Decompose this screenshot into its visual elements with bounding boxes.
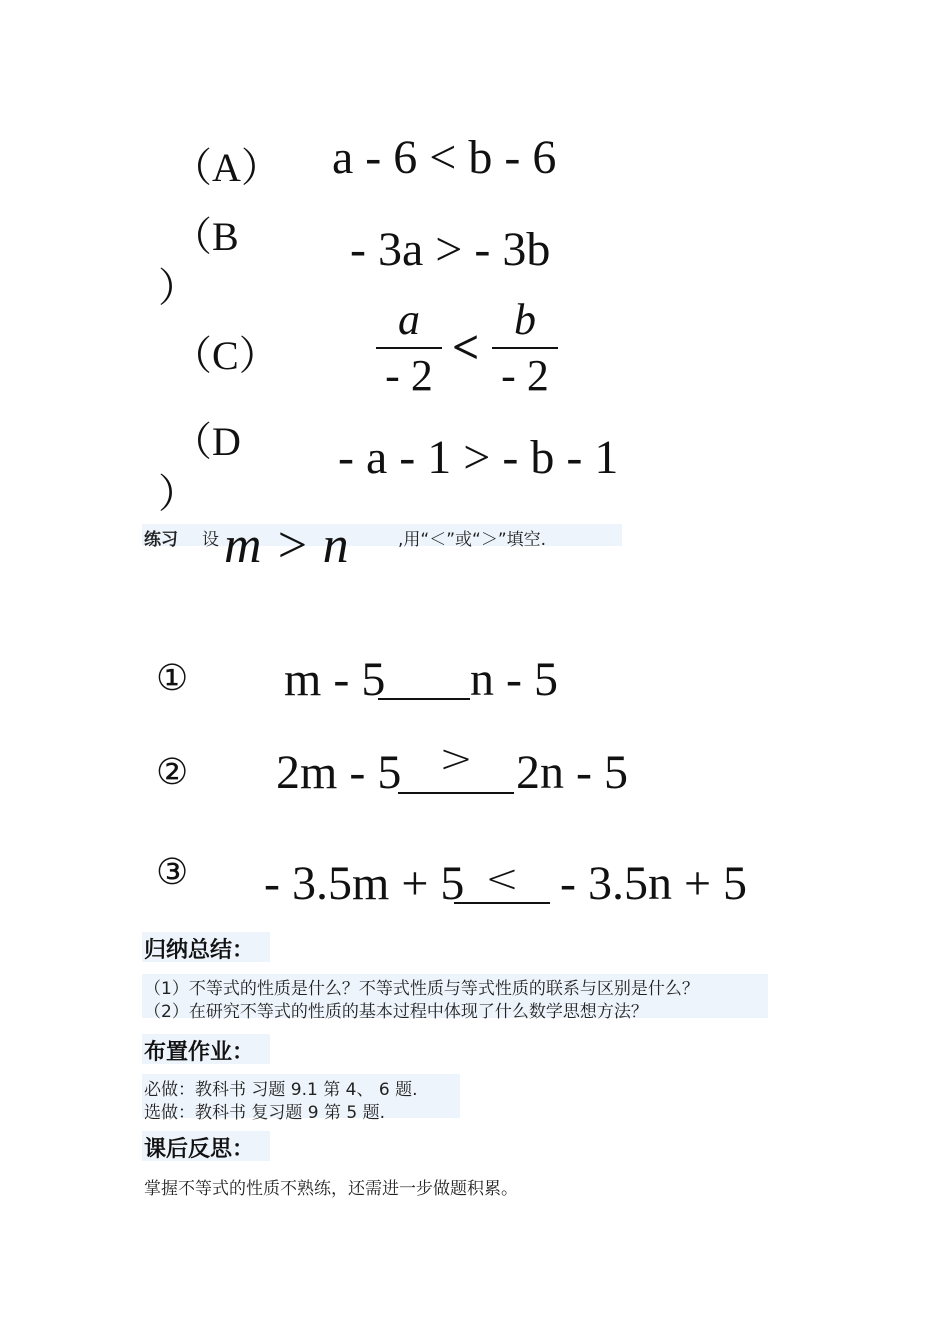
summary-line-2: （2）在研究不等式的性质的基本过程中体现了什么数学思想方法？	[144, 1002, 648, 1022]
homework-line-2: 选做：教科书 复习题 9 第 5 题.	[144, 1103, 386, 1123]
option-c-rhs-numerator: b	[514, 295, 536, 344]
item-1-blank	[378, 664, 470, 704]
option-c-rhs-fraction-bar	[492, 347, 558, 349]
exercise-label: 练习	[144, 530, 178, 550]
item-3-left: - 3.5m + 5	[264, 857, 465, 910]
option-c-lhs-fraction	[376, 294, 442, 404]
item-2-left: 2m - 5	[276, 746, 402, 799]
item-2-right: 2n - 5	[516, 746, 628, 799]
item-2-blank	[398, 736, 514, 798]
option-c-operator: <	[452, 321, 480, 374]
summary-line-1: （1）不等式的性质是什么？不等式性质与等式性质的联系与区别是什么？	[144, 979, 699, 999]
option-d-label-close: ）	[158, 471, 198, 516]
exercise-condition: m > n	[224, 517, 349, 574]
option-c-label: （C）	[172, 333, 279, 378]
item-3-right: - 3.5n + 5	[560, 857, 748, 910]
option-c-lhs-fraction-bar	[376, 347, 442, 349]
reflection-heading: 课后反思：	[144, 1137, 255, 1162]
option-c-lhs-denominator: - 2	[385, 351, 433, 400]
option-a-label: （A）	[172, 145, 281, 190]
item-1-number: ①	[156, 658, 189, 699]
exercise-she: 设	[202, 530, 219, 550]
option-c-rhs-denominator: - 2	[501, 351, 549, 400]
option-a-expression: a - 6 < b - 6	[332, 131, 557, 184]
item-2-answer: >	[439, 736, 473, 782]
option-b-label: （B	[172, 214, 239, 259]
item-3-blank	[454, 856, 550, 908]
reflection-text: 掌握不等式的性质不熟练，还需进一步做题积累。	[144, 1179, 518, 1199]
homework-line-1: 必做：教科书 习题 9.1 第 4、 6 题.	[144, 1080, 418, 1100]
exercise-instruction: ,用“＜”或“＞”填空.	[398, 530, 547, 550]
option-d-expression: - a - 1 > - b - 1	[338, 431, 619, 484]
option-d-label: （D	[172, 419, 241, 464]
item-1-right: n - 5	[470, 653, 558, 706]
homework-heading: 布置作业：	[144, 1040, 255, 1065]
option-b-label-close: ）	[158, 265, 198, 310]
summary-heading: 归纳总结：	[144, 938, 255, 963]
option-b-expression: - 3a > - 3b	[350, 223, 551, 276]
option-c-lhs-numerator: a	[398, 295, 420, 344]
item-1-left: m - 5	[284, 653, 386, 706]
item-3-number: ③	[156, 852, 189, 893]
item-3-answer: <	[485, 856, 519, 902]
option-c-rhs-fraction	[492, 294, 558, 404]
item-2-number: ②	[156, 752, 189, 793]
